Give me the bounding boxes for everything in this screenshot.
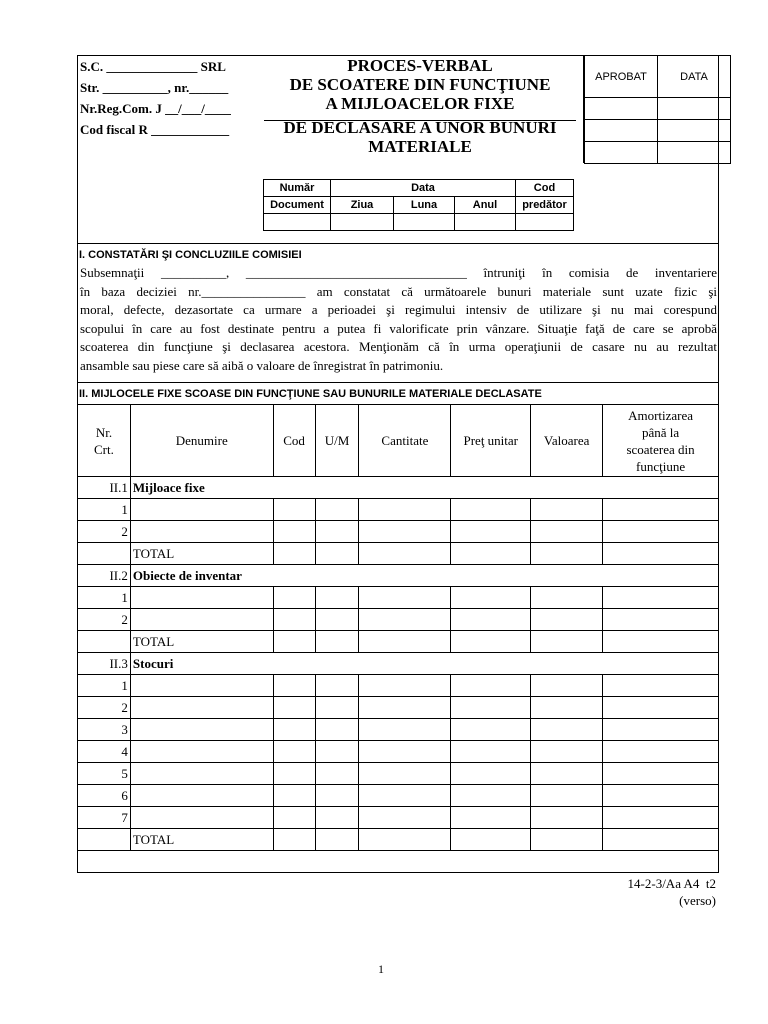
group-name: Mijloace fixe <box>130 477 718 499</box>
cantitate-cell[interactable] <box>359 543 451 565</box>
numar-header: Număr <box>264 180 331 197</box>
cantitate-cell[interactable] <box>359 785 451 807</box>
pret-unitar-cell[interactable] <box>451 609 531 631</box>
table-row <box>78 763 719 785</box>
verso-label: (verso) <box>679 893 716 908</box>
denumire-cell[interactable] <box>130 763 273 785</box>
valoarea-cell[interactable] <box>531 675 603 697</box>
um-cell[interactable] <box>315 719 359 741</box>
cod-cell[interactable] <box>273 543 315 565</box>
paragraph-line: moral, defecte, dezasortate ca urmare a perioadei şi regimului intensiv de utilizare şi nu mai corespund <box>80 302 717 317</box>
amortizarea-cell[interactable] <box>603 697 719 719</box>
section-2-title: II. MIJLOCELE FIXE SCOASE DIN FUNCŢIUNE SAU BUNURILE MATERIALE DECLASATE <box>79 388 542 400</box>
nr-crt-header: Nr. Crt. <box>78 405 131 477</box>
cod-predator-cell[interactable] <box>516 214 574 231</box>
pret-unitar-cell[interactable] <box>451 763 531 785</box>
cod-cell[interactable] <box>273 763 315 785</box>
pret-unitar-cell[interactable] <box>451 631 531 653</box>
denumire-cell[interactable] <box>130 675 273 697</box>
ziua-header: Ziua <box>331 197 394 214</box>
cantitate-cell[interactable] <box>359 829 451 851</box>
total-label: TOTAL <box>130 543 273 565</box>
valoarea-cell[interactable] <box>531 741 603 763</box>
um-cell[interactable] <box>315 499 359 521</box>
cod-cell[interactable] <box>273 587 315 609</box>
cantitate-cell[interactable] <box>359 741 451 763</box>
um-cell[interactable] <box>315 543 359 565</box>
amortizarea-cell[interactable] <box>603 675 719 697</box>
pret-unitar-header: Preţ unitar <box>451 405 531 477</box>
valoarea-cell[interactable] <box>531 807 603 829</box>
valoarea-cell[interactable] <box>531 521 603 543</box>
table-row <box>78 719 719 741</box>
pret-unitar-cell[interactable] <box>451 741 531 763</box>
table-header-row <box>78 405 719 477</box>
row-number: 2 <box>78 697 131 719</box>
document-info-table <box>263 179 574 231</box>
um-cell[interactable] <box>315 807 359 829</box>
amortizarea-cell[interactable] <box>603 741 719 763</box>
pret-unitar-cell[interactable] <box>451 543 531 565</box>
row-number: 6 <box>78 785 131 807</box>
section-divider <box>77 382 719 383</box>
group-code: II.1 <box>78 477 131 499</box>
cod-header: Cod <box>273 405 315 477</box>
document-number-cell[interactable] <box>264 214 331 231</box>
row-number: 5 <box>78 763 131 785</box>
table-row <box>78 741 719 763</box>
cod-cell[interactable] <box>273 785 315 807</box>
title-line-2: DE SCOATERE DIN FUNCŢIUNE <box>289 75 551 94</box>
paragraph-line: scoaterea din funcţiune şi declasarea acestora. Menţionăm că în urma operaţiunii de casare nu au rezultat <box>80 339 717 354</box>
valoarea-cell[interactable] <box>531 587 603 609</box>
cod-cell[interactable] <box>273 609 315 631</box>
amortizarea-cell[interactable] <box>603 631 719 653</box>
um-cell[interactable] <box>315 631 359 653</box>
denumire-cell[interactable] <box>130 719 273 741</box>
table-row <box>78 697 719 719</box>
um-cell[interactable] <box>315 697 359 719</box>
cantitate-cell[interactable] <box>359 697 451 719</box>
um-cell[interactable] <box>315 675 359 697</box>
approval-date-cell[interactable] <box>658 120 731 142</box>
row-number: 1 <box>78 675 131 697</box>
denumire-cell[interactable] <box>130 587 273 609</box>
approval-date-cell[interactable] <box>658 98 731 120</box>
table-row <box>78 521 719 543</box>
valoarea-cell[interactable] <box>531 785 603 807</box>
valoarea-cell[interactable] <box>531 697 603 719</box>
pret-unitar-cell[interactable] <box>451 521 531 543</box>
pret-unitar-cell[interactable] <box>451 499 531 521</box>
cod-cell[interactable] <box>273 631 315 653</box>
cantitate-cell[interactable] <box>359 609 451 631</box>
denumire-header: Denumire <box>130 405 273 477</box>
cod-cell[interactable] <box>273 521 315 543</box>
cantitate-cell[interactable] <box>359 807 451 829</box>
paragraph-line: scopului în care au fost destinate pentru a putea fi valorificate prin vânzare. Situaţie faţă de care se aprobă <box>80 320 717 336</box>
valoarea-cell[interactable] <box>531 763 603 785</box>
denumire-cell[interactable] <box>130 807 273 829</box>
cantitate-cell[interactable] <box>359 719 451 741</box>
cod-cell[interactable] <box>273 741 315 763</box>
row-number: 1 <box>78 587 131 609</box>
cod-cell[interactable] <box>273 675 315 697</box>
pret-unitar-cell[interactable] <box>451 697 531 719</box>
table-row <box>78 675 719 697</box>
approval-cell[interactable] <box>585 98 658 120</box>
group-code: II.2 <box>78 565 131 587</box>
row-number: 1 <box>78 499 131 521</box>
amortizarea-cell[interactable] <box>603 499 719 521</box>
um-cell[interactable] <box>315 785 359 807</box>
total-label: TOTAL <box>130 829 273 851</box>
aprobat-header: APROBAT <box>585 56 658 98</box>
valoarea-cell[interactable] <box>531 609 603 631</box>
um-cell[interactable] <box>315 609 359 631</box>
month-cell[interactable] <box>394 214 455 231</box>
form-footer <box>628 875 716 909</box>
anul-header: Anul <box>455 197 516 214</box>
amortizarea-cell[interactable] <box>603 587 719 609</box>
cantitate-cell[interactable] <box>359 631 451 653</box>
cod-cell[interactable] <box>273 807 315 829</box>
pret-unitar-cell[interactable] <box>451 719 531 741</box>
cantitate-cell[interactable] <box>359 587 451 609</box>
section-1-title: I. CONSTATĂRI ŞI CONCLUZIILE COMISIEI <box>79 249 302 261</box>
approval-table <box>584 55 731 164</box>
paragraph-line: ansamble sau piese care să aibă o valoare de înregistrat în patrimoniu. <box>80 357 444 373</box>
total-spacer <box>78 543 131 565</box>
table-row <box>78 587 719 609</box>
row-number: 3 <box>78 719 131 741</box>
company-name-line: S.C. ______________ SRL <box>80 59 226 74</box>
table-row <box>78 499 719 521</box>
cod-cell[interactable] <box>273 499 315 521</box>
valoarea-cell[interactable] <box>531 829 603 851</box>
valoarea-cell[interactable] <box>531 499 603 521</box>
cantitate-header: Cantitate <box>359 405 451 477</box>
total-row <box>78 631 719 653</box>
form-code: 14-2-3/Aa A4 t2 <box>627 876 716 891</box>
valoarea-cell[interactable] <box>531 543 603 565</box>
document-header: Document <box>264 197 331 214</box>
cantitate-cell[interactable] <box>359 675 451 697</box>
denumire-cell[interactable] <box>130 521 273 543</box>
pret-unitar-cell[interactable] <box>451 785 531 807</box>
group-code: II.3 <box>78 653 131 675</box>
amortizarea-cell[interactable] <box>603 807 719 829</box>
data-group-header: Data <box>331 180 516 197</box>
cantitate-cell[interactable] <box>359 499 451 521</box>
um-cell[interactable] <box>315 521 359 543</box>
data-header: DATA <box>658 56 731 98</box>
section-1-paragraph <box>80 264 717 375</box>
day-cell[interactable] <box>331 214 394 231</box>
group-row <box>78 653 719 675</box>
fiscal-code-line: Cod fiscal R ____________ <box>80 122 230 137</box>
table-body <box>78 477 719 851</box>
row-number: 4 <box>78 741 131 763</box>
cod-cell[interactable] <box>273 719 315 741</box>
group-name: Stocuri <box>130 653 718 675</box>
section-divider <box>77 243 719 244</box>
pret-unitar-cell[interactable] <box>451 807 531 829</box>
amortizarea-cell[interactable] <box>603 609 719 631</box>
table-row <box>78 785 719 807</box>
cod-cell[interactable] <box>273 829 315 851</box>
amortizarea-cell[interactable] <box>603 543 719 565</box>
amortizarea-cell[interactable] <box>603 719 719 741</box>
amortizarea-cell[interactable] <box>603 521 719 543</box>
amortizarea-header: Amortizarea până la scoaterea din funcţiune <box>603 405 719 477</box>
company-block <box>80 56 231 140</box>
cod-cell[interactable] <box>273 697 315 719</box>
title-line-5: MATERIALE <box>368 137 472 156</box>
title-line-3: A MIJLOACELOR FIXE <box>325 94 515 113</box>
pret-unitar-cell[interactable] <box>451 829 531 851</box>
denumire-cell[interactable] <box>130 697 273 719</box>
reg-com-line: Nr.Reg.Com. J __/___/____ <box>80 101 231 116</box>
total-spacer <box>78 631 131 653</box>
approval-cell[interactable] <box>585 142 658 164</box>
table-row <box>78 807 719 829</box>
row-number: 2 <box>78 609 131 631</box>
page-number: 1 <box>378 962 384 976</box>
total-label: TOTAL <box>130 631 273 653</box>
row-number: 2 <box>78 521 131 543</box>
approval-cell[interactable] <box>585 120 658 142</box>
total-spacer <box>78 829 131 851</box>
predator-header: predător <box>516 197 574 214</box>
table-row <box>78 609 719 631</box>
approval-date-cell[interactable] <box>658 142 731 164</box>
document-title <box>262 56 578 156</box>
denumire-cell[interactable] <box>130 785 273 807</box>
year-cell[interactable] <box>455 214 516 231</box>
amortizarea-cell[interactable] <box>603 763 719 785</box>
street-line: Str. __________, nr.______ <box>80 80 229 95</box>
cantitate-cell[interactable] <box>359 763 451 785</box>
um-cell[interactable] <box>315 829 359 851</box>
denumire-cell[interactable] <box>130 741 273 763</box>
valoarea-cell[interactable] <box>531 631 603 653</box>
group-row <box>78 565 719 587</box>
total-row <box>78 543 719 565</box>
total-row <box>78 829 719 851</box>
um-cell[interactable] <box>315 763 359 785</box>
paragraph-line: Subsemnaţii __________, __________________________________ întruniţi în comisia de inventariere <box>80 265 717 280</box>
row-number: 7 <box>78 807 131 829</box>
um-cell[interactable] <box>315 741 359 763</box>
cantitate-cell[interactable] <box>359 521 451 543</box>
luna-header: Luna <box>394 197 455 214</box>
title-divider <box>264 120 576 121</box>
pret-unitar-cell[interactable] <box>451 675 531 697</box>
group-row <box>78 477 719 499</box>
title-line-1: PROCES-VERBAL <box>347 56 493 75</box>
approval-left-border <box>583 55 584 163</box>
denumire-cell[interactable] <box>130 499 273 521</box>
assets-table <box>77 404 719 851</box>
title-line-4: DE DECLASARE A UNOR BUNURI <box>283 118 557 137</box>
valoarea-header: Valoarea <box>531 405 603 477</box>
amortizarea-cell[interactable] <box>603 785 719 807</box>
group-name: Obiecte de inventar <box>130 565 718 587</box>
um-header: U/M <box>315 405 359 477</box>
pret-unitar-cell[interactable] <box>451 587 531 609</box>
valoarea-cell[interactable] <box>531 719 603 741</box>
denumire-cell[interactable] <box>130 609 273 631</box>
paragraph-line: în baza deciziei nr.________________ am constatat că următoarele bunuri materiale sunt uzate fizic şi <box>80 283 717 299</box>
amortizarea-cell[interactable] <box>603 829 719 851</box>
cod-header: Cod <box>516 180 574 197</box>
um-cell[interactable] <box>315 587 359 609</box>
